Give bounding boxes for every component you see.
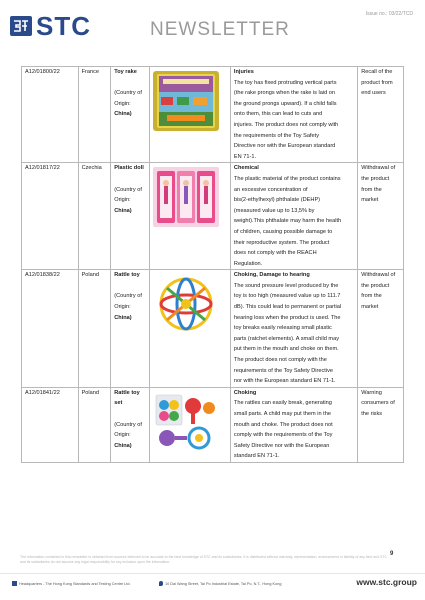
issue-number: Issue no.: 03/22/TCD xyxy=(365,11,413,17)
risk-description-line: (measured value up to 13,5% by xyxy=(233,207,315,214)
risk-description-line: nor with the European standard EN 71-1. xyxy=(233,378,336,385)
risk-cell xyxy=(230,270,357,388)
notifying-country-cell xyxy=(78,67,111,163)
page-footer xyxy=(12,577,417,592)
product-origin-line: Origin: xyxy=(114,197,131,204)
product-name: Plastic doll xyxy=(114,165,144,172)
reference-number: A12/01800/22 xyxy=(25,69,60,75)
recall-row xyxy=(22,163,404,270)
reference-number: A12/01838/22 xyxy=(25,272,60,279)
plastic-doll-photo xyxy=(153,167,219,227)
risk-description-line: toy breaks easily releasing small plastic xyxy=(233,325,332,332)
risk-description-line: an excessive concentration of xyxy=(233,186,308,193)
reference-number-cell xyxy=(22,270,79,388)
risk-title: Injuries xyxy=(233,69,254,75)
notifying-country: France xyxy=(81,69,99,75)
risk-description-line: parts (ratchet elements). A small child may xyxy=(233,335,339,342)
measure-line: Warning xyxy=(361,389,382,396)
risk-description-line: Safety Directive nor with the European xyxy=(233,442,330,449)
risk-description-line: the ground prongs upward). If a child falls xyxy=(233,100,337,107)
risk-description-line: onto them, this can lead to cuts and xyxy=(233,111,323,118)
risk-description-line: does not comply with the REACH xyxy=(233,250,317,257)
reference-number-cell xyxy=(22,67,79,163)
logo-text: STC xyxy=(36,11,91,41)
measure-line: Recall of the xyxy=(361,69,393,75)
product-image-cell xyxy=(150,270,231,388)
risk-description-line: EN 71-1. xyxy=(233,153,256,160)
notifying-country-cell xyxy=(78,163,111,270)
reference-number-cell xyxy=(22,387,79,462)
product-origin-line: (Country of xyxy=(114,186,142,193)
product-origin-line: Origin: xyxy=(114,304,131,311)
measures-cell xyxy=(358,163,404,270)
product-origin-country: China) xyxy=(114,207,132,214)
measure-line: the product xyxy=(361,282,390,289)
risk-description-line: Directive nor with the European standard xyxy=(233,143,336,150)
risk-cell xyxy=(230,387,357,462)
risk-description-line: The product does not comply with the xyxy=(233,357,327,364)
measure-line: end users xyxy=(361,90,386,97)
rattle-toy-set-photo xyxy=(153,392,219,452)
measure-line: market xyxy=(361,197,379,204)
measure-line: market xyxy=(361,304,379,311)
footer-headquarters xyxy=(12,581,131,586)
product-name: Rattle toy xyxy=(114,272,140,279)
risk-title: Choking xyxy=(233,389,257,396)
notifying-country-cell xyxy=(78,387,111,462)
product-origin-country: China) xyxy=(114,314,132,321)
product-image-cell xyxy=(150,67,231,163)
notifying-country: Poland xyxy=(81,389,99,396)
page-number: 9 xyxy=(390,551,394,557)
risk-description-line: their reproductive system. The product xyxy=(233,239,330,246)
risk-description-line: bis(2-ethylhexyl) phthalate (DEHP) xyxy=(233,197,321,204)
product-origin-country: China) xyxy=(114,111,132,118)
product-image-cell xyxy=(150,387,231,462)
risk-description-line: The rattles can easily break, generating xyxy=(233,400,332,407)
notifying-country: Poland xyxy=(81,272,99,279)
disclaimer: The information contained in this newsletter is obtained from sources believed to be accurate to the best knowledge of STC and its subsidiaries. It is distributed without warranty, representation, endorsement or liability of any kind and STC and its subsidiaries do not assume any legal responsibility for any inclusion upon the information. xyxy=(20,555,388,564)
product-origin-line: Origin: xyxy=(114,100,131,107)
measures-cell xyxy=(358,387,404,462)
reference-number: A12/01817/22 xyxy=(25,165,60,172)
stc-logo-mark-icon xyxy=(10,16,32,36)
risk-title: Chemical xyxy=(233,165,259,172)
risk-description-line: of children, causing possible damage to xyxy=(233,228,333,235)
risk-description-line: requirements of the Toy Safety Directive xyxy=(233,367,333,374)
footer-website-link[interactable]: www.stc.group xyxy=(356,577,417,587)
risk-cell xyxy=(230,163,357,270)
newsletter-title: NEWSLETTER xyxy=(150,19,290,40)
risk-description-line: small parts. A child may put them in the xyxy=(233,411,331,417)
measure-line: from the xyxy=(361,293,382,300)
recall-row xyxy=(22,387,404,462)
recall-table xyxy=(21,66,404,463)
footer-address xyxy=(159,581,281,586)
measures-cell xyxy=(358,67,404,163)
risk-description-line: comply with the requirements of the Toy xyxy=(233,432,333,439)
measure-line: from the xyxy=(361,186,382,193)
risk-description-line: The toy has fixed protruding vertical parts xyxy=(233,79,337,86)
footer-hq-text: Headquarters - The Hong Kong Standards and Testing Centre Ltd. xyxy=(19,581,131,586)
measure-line: Withdrawal of xyxy=(361,165,396,172)
risk-description-line: dB). This could lead to permanent or partial xyxy=(233,304,342,311)
notifying-country-cell xyxy=(78,270,111,388)
product-cell xyxy=(111,67,150,163)
rattle-toy-photo xyxy=(153,274,219,334)
product-origin-line: Origin: xyxy=(114,432,131,439)
product-origin-line: (Country of xyxy=(114,421,142,428)
recall-row xyxy=(22,67,404,163)
stc-logo xyxy=(10,11,91,41)
product-cell xyxy=(111,163,150,270)
risk-description-line: The sound pressure level produced by the xyxy=(233,282,339,289)
page-header xyxy=(0,0,425,50)
measure-line: the risks xyxy=(361,411,383,417)
risk-description-line: standard EN 71-1. xyxy=(233,453,280,460)
risk-description-line: put them in the mouth and choke on them. xyxy=(233,346,339,353)
measure-line: product from xyxy=(361,79,393,86)
product-name: Toy rake xyxy=(114,69,137,75)
risk-description-line: toy is too high (measured value up to 111.7 xyxy=(233,293,341,300)
risk-description-line: mouth and choke. The product does not xyxy=(233,421,333,428)
footer-address-text: 10 Dai Wang Street, Tai Po Industrial Estate, Tai Po, N.T., Hong Kong xyxy=(165,581,282,586)
risk-description-line: Regulation. xyxy=(233,260,263,267)
risk-description-line: weight).This phthalate may harm the health xyxy=(233,218,342,225)
building-icon xyxy=(12,581,17,586)
risk-cell xyxy=(230,67,357,163)
product-origin-line: (Country of xyxy=(114,293,142,300)
measures-cell xyxy=(358,270,404,388)
product-cell xyxy=(111,387,150,462)
location-pin-icon xyxy=(159,581,163,586)
risk-title: Choking, Damage to hearing xyxy=(233,272,310,279)
footer-divider xyxy=(0,573,425,574)
risk-description-line: the requirements of the Toy Safety xyxy=(233,132,320,139)
notifying-country: Czechia xyxy=(81,165,102,172)
risk-description-line: The plastic material of the product contains xyxy=(233,175,341,182)
risk-description-line: hearing loss when the product is used. The xyxy=(233,314,341,321)
risk-description-line: injuries. The product does not comply with xyxy=(233,121,339,128)
product-cell xyxy=(111,270,150,388)
recall-row xyxy=(22,270,404,388)
toy-rake-photo xyxy=(153,71,219,131)
measure-line: the product xyxy=(361,175,390,182)
reference-number-cell xyxy=(22,163,79,270)
product-name: Rattle toy set xyxy=(114,389,140,407)
measure-line: consumers of xyxy=(361,400,395,407)
reference-number: A12/01841/22 xyxy=(25,389,60,396)
product-origin-country: China) xyxy=(114,442,132,449)
product-image-cell xyxy=(150,163,231,270)
product-origin-line: (Country of xyxy=(114,90,142,97)
risk-description-line: (the rake prongs when the rake is laid on xyxy=(233,90,335,97)
measure-line: Withdrawal of xyxy=(361,272,396,279)
